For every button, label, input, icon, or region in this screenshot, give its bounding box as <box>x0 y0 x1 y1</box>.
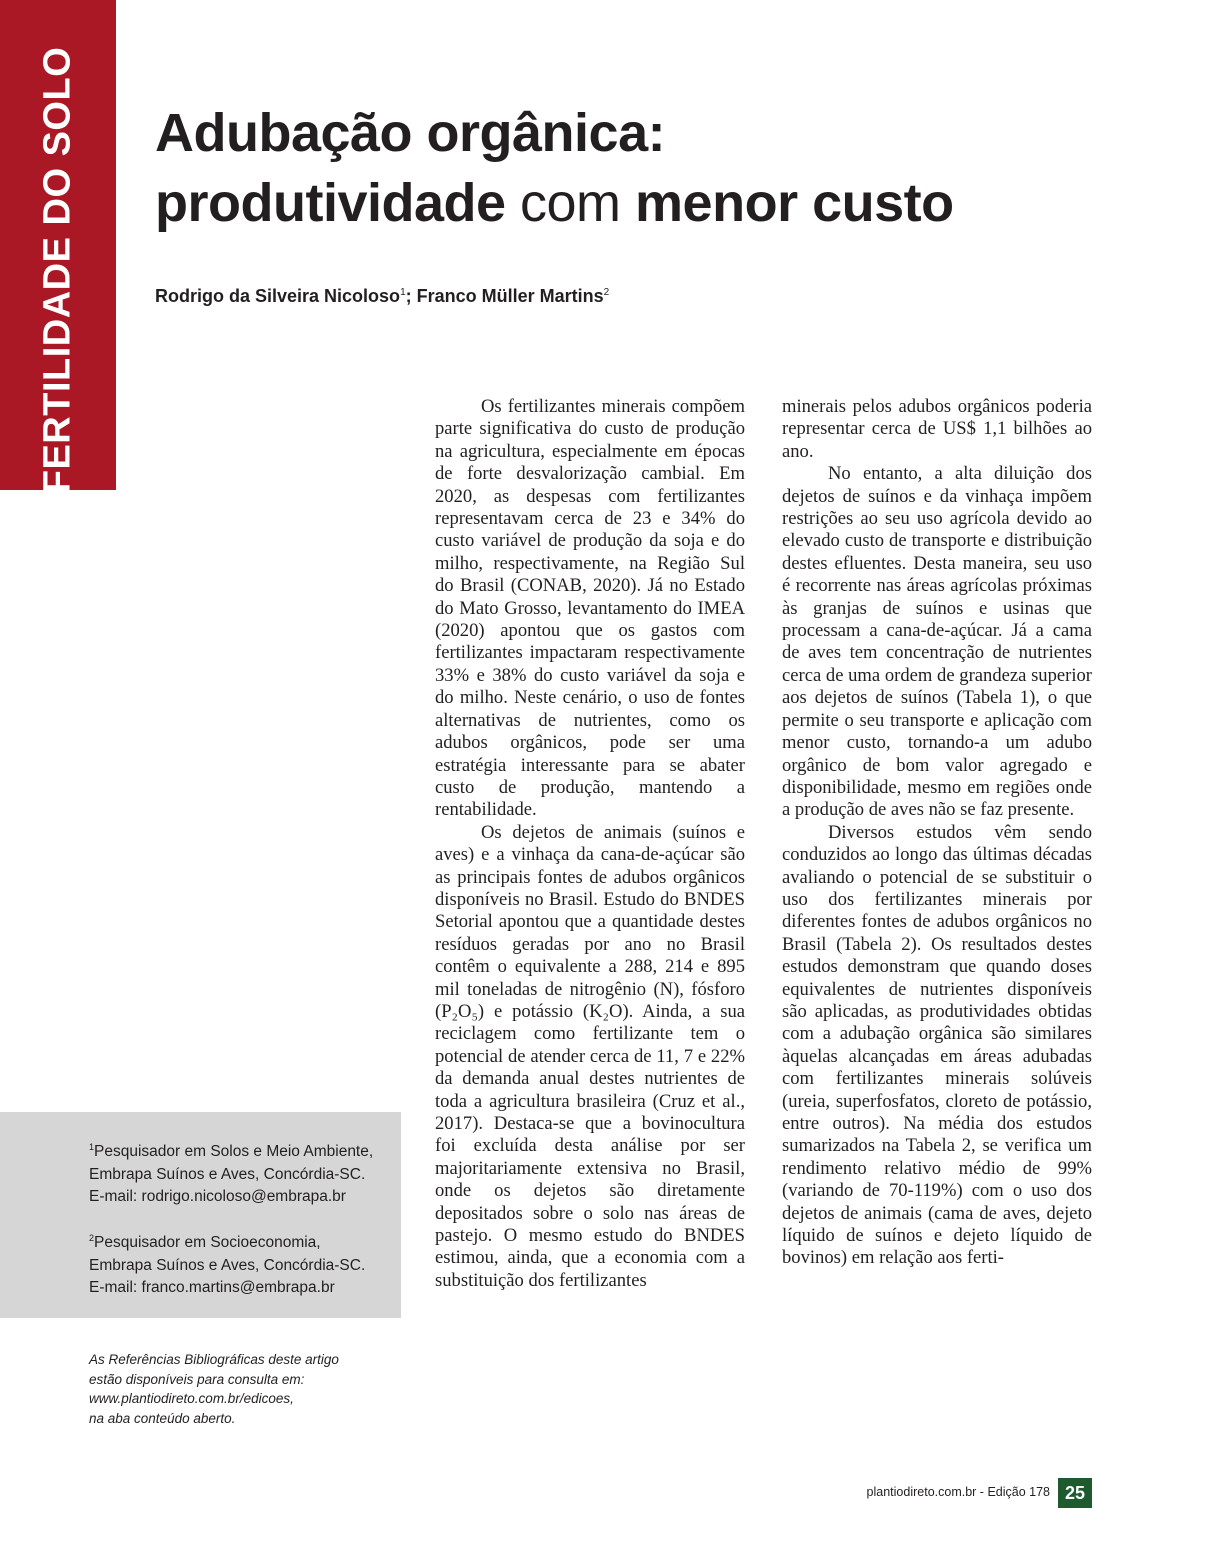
title-bold-a: produtividade <box>155 173 506 233</box>
section-label: FERTILIDADE DO SOLO <box>36 46 79 494</box>
author-separator: ; <box>405 286 417 306</box>
article-title <box>155 98 1155 238</box>
author-note-1 <box>89 1136 389 1209</box>
note-2-sup: 2 <box>89 1233 95 1243</box>
refs-line-2: estão disponíveis para consulta em: <box>89 1371 305 1387</box>
body-column-2 <box>782 396 1092 1270</box>
footer-site: plantiodireto.com.br <box>866 1485 977 1499</box>
refs-line-3: www.plantiodireto.com.br/edicoes, <box>89 1391 294 1406</box>
section-tab <box>0 0 116 494</box>
author-1: Rodrigo da Silveira Nicoloso <box>155 286 401 306</box>
note-1-line-2: Embrapa Suínos e Aves, Concórdia-SC. <box>89 1165 366 1183</box>
note-2-email: E-mail: franco.martins@embrapa.br <box>89 1279 335 1297</box>
footer-separator: - <box>976 1485 988 1499</box>
title-light: com <box>505 173 636 233</box>
references-note <box>89 1350 389 1428</box>
note-1-line-1: Pesquisador em Solos e Meio Ambiente, <box>94 1143 374 1161</box>
page-footer <box>867 1485 1050 1499</box>
paragraph-1: Os fertilizantes minerais compõem parte significativa do custo de produção na agricultura, especialmente em épocas de forte desvalorização cambial. Em 2020, as despesas com fertilizantes representavam cerca de 23 e 34% do custo variável de produção da soja e do milho, respectivamente, na Região Sul do Brasil (CONAB, 2020). Já no Estado do Mato Grosso, levantamento do IMEA (2020) apontou que os gastos com fertilizantes impactaram respectivamente 33% e 38% do custo variável da soja e do milho. Neste cenário, o uso de fontes alternativas de nutrientes, como os adubos orgânicos, pode ser uma estratégia interessante para se abater custo de produção, mantendo a rentabilidade. <box>435 396 745 821</box>
title-line-1: Adubação orgânica: <box>155 103 666 163</box>
note-1-sup: 1 <box>89 1142 95 1152</box>
note-2-line-2: Embrapa Suínos e Aves, Concórdia-SC. <box>89 1256 366 1274</box>
refs-line-4: na aba conteúdo aberto. <box>89 1410 236 1426</box>
author-line <box>155 286 609 307</box>
title-bold-b: menor custo <box>635 173 954 233</box>
note-1-email: E-mail: rodrigo.nicoloso@embrapa.br <box>89 1188 346 1206</box>
paragraph-4: Diversos estudos vêm sendo conduzidos ao longo das últimas décadas avaliando o potencial de se substituir o uso dos fertilizantes minerais por diferentes fontes de adubos orgânicos no Brasil (Tabela 2). Os resultados destes estudos demonstram que quando doses equivalentes de nutrientes disponíveis são aplicadas, as produtividades obtidas com a adubação orgânica são similares àquelas alcançadas em áreas adubadas com fertilizantes minerais solúveis (ureia, superfosfatos, cloreto de potássio, entre outros). Na média dos estudos sumarizados na Tabela 2, se verifica um rendimento relativo médio de 99% (variando de 70-119%) com o uso dos dejetos de animais (cama de aves, dejeto líquido de suínos e dejeto líquido de bovinos) em relação aos ferti- <box>782 821 1092 1269</box>
author-note-2 <box>89 1227 389 1300</box>
body-column-1 <box>435 396 745 1292</box>
footer-edition: Edição 178 <box>987 1485 1050 1499</box>
refs-line-1: As Referências Bibliográficas deste artigo <box>89 1352 339 1367</box>
page-number: 25 <box>1058 1478 1092 1508</box>
paragraph-2: Os dejetos de animais (suínos e aves) e a vinhaça da cana-de-açúcar são as principais fontes de adubos orgânicos disponíveis no Brasil. Estudo do BNDES Setorial apontou que a quantidade destes resíduos geradas por ano no Brasil contêm o equivalente a 288, 214 e 895 mil toneladas de nitrogênio (N), fósforo (P₂O₅) e potássio (K₂O). Ainda, a sua reciclagem como fertilizante tem o potencial de atender cerca de 11, 7 e 22% da demanda anual destes nutrientes de toda a agricultura brasileira (Cruz et al., 2017). Destaca-se que a bovinocultura foi excluída desta análise por ser majoritariamente extensiva no Brasil, onde os dejetos são diretamente depositados sobre o solo nas áreas de pastejo. O mesmo estudo do BNDES estimou, ainda, que a economia com a substituição dos fertilizantes <box>435 821 745 1291</box>
note-2-line-1: Pesquisador em Socioeconomia, <box>94 1234 321 1252</box>
author-1-sup: 1 <box>400 287 406 298</box>
author-2-sup: 2 <box>603 287 610 298</box>
paragraph-2-continued: minerais pelos adubos orgânicos poderia representar cerca de US$ 1,1 bilhões ao ano. <box>782 396 1092 462</box>
author-2: Franco Müller Martins <box>416 286 604 306</box>
paragraph-3: No entanto, a alta diluição dos dejetos de suínos e da vinhaça impõem restrições ao seu uso agrícola devido ao elevado custo de transporte e distribuição destes efluentes. Desta maneira, seu uso é recorrente nas áreas agrícolas próximas às granjas de suínos e usinas que processam a cana-de-açúcar. Já a cama de aves tem concentração de nutrientes cerca de uma ordem de grandeza superior aos dejetos de suínos (Tabela 1), o que permite o seu transporte e aplicação com menor custo, tornando-a um adubo orgânico de bom valor agregado e disponibilidade, mesmo em regiões onde a produção de aves não se faz presente. <box>782 463 1092 821</box>
